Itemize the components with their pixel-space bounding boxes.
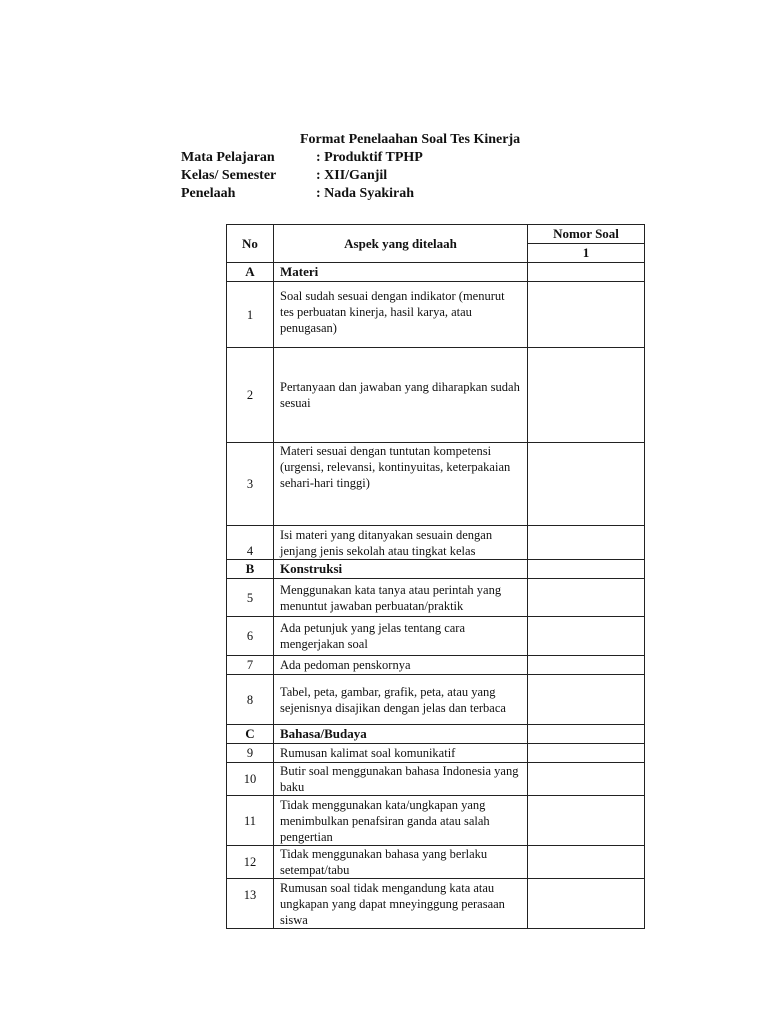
row-aspect: Rumusan soal tidak mengandung kata atau ungkapan yang dapat mneyinggung perasaan siswa bbox=[274, 879, 528, 929]
meta-label: Kelas/ Semester bbox=[181, 168, 277, 183]
document-title: Format Penelaahan Soal Tes Kinerja bbox=[300, 132, 521, 147]
row-aspect: Tidak menggunakan bahasa yang berlaku setempat/tabu bbox=[274, 846, 528, 879]
section-name: Bahasa/Budaya bbox=[274, 725, 528, 744]
score-cell[interactable] bbox=[528, 579, 645, 617]
score-cell[interactable] bbox=[528, 846, 645, 879]
row-number: 2 bbox=[227, 348, 274, 443]
row-aspect: Tidak menggunakan kata/ungkapan yang menimbulkan penafsiran ganda atau salah pengertian bbox=[274, 796, 528, 846]
row-number: 5 bbox=[227, 579, 274, 617]
row-number: 10 bbox=[227, 763, 274, 796]
row-aspect: Tabel, peta, gambar, grafik, peta, atau yang sejenisnya disajikan dengan jelas dan terbaca bbox=[274, 675, 528, 725]
meta-reviewer bbox=[181, 186, 414, 202]
score-cell[interactable] bbox=[528, 526, 645, 560]
row-number: 12 bbox=[227, 846, 274, 879]
section-letter: A bbox=[227, 263, 274, 282]
row-number: 13 bbox=[227, 879, 274, 929]
score-cell[interactable] bbox=[528, 656, 645, 675]
section-letter: C bbox=[227, 725, 274, 744]
score-cell[interactable] bbox=[528, 675, 645, 725]
meta-subject bbox=[181, 150, 423, 166]
row-number: 9 bbox=[227, 744, 274, 763]
row-aspect: Isi materi yang ditanyakan sesuain dengan jenjang jenis sekolah atau tingkat kelas bbox=[274, 526, 528, 560]
section-name: Konstruksi bbox=[274, 560, 528, 579]
row-aspect: Soal sudah sesuai dengan indikator (menurut tes perbuatan kinerja, hasil karya, atau penugasan) bbox=[274, 282, 528, 348]
meta-value: : XII/Ganjil bbox=[316, 168, 388, 183]
section-name: Materi bbox=[274, 263, 528, 282]
score-cell[interactable] bbox=[528, 263, 645, 282]
row-number: 4 bbox=[227, 526, 274, 560]
header-soal-number: 1 bbox=[528, 244, 645, 263]
row-aspect: Butir soal menggunakan bahasa Indonesia yang baku bbox=[274, 763, 528, 796]
meta-label: Penelaah bbox=[181, 186, 236, 201]
row-number: 3 bbox=[227, 443, 274, 526]
review-table bbox=[226, 224, 645, 929]
score-cell[interactable] bbox=[528, 725, 645, 744]
score-cell[interactable] bbox=[528, 282, 645, 348]
row-aspect: Pertanyaan dan jawaban yang diharapkan sudah sesuai bbox=[274, 348, 528, 443]
score-cell[interactable] bbox=[528, 348, 645, 443]
row-aspect: Rumusan kalimat soal komunikatif bbox=[274, 744, 528, 763]
meta-value: : Nada Syakirah bbox=[316, 186, 415, 201]
score-cell[interactable] bbox=[528, 879, 645, 929]
row-number: 6 bbox=[227, 617, 274, 656]
section-letter: B bbox=[227, 560, 274, 579]
header-nomor-soal: Nomor Soal bbox=[528, 225, 645, 244]
header-no: No bbox=[227, 225, 274, 263]
row-number: 7 bbox=[227, 656, 274, 675]
header-aspek: Aspek yang ditelaah bbox=[274, 225, 528, 263]
score-cell[interactable] bbox=[528, 796, 645, 846]
row-aspect: Ada pedoman penskornya bbox=[274, 656, 528, 675]
row-number: 11 bbox=[227, 796, 274, 846]
row-aspect: Menggunakan kata tanya atau perintah yang menuntut jawaban perbuatan/praktik bbox=[274, 579, 528, 617]
row-number: 8 bbox=[227, 675, 274, 725]
score-cell[interactable] bbox=[528, 744, 645, 763]
row-aspect: Materi sesuai dengan tuntutan kompetensi (urgensi, relevansi, kontinyuitas, keterpakaian sehari-hari tinggi) bbox=[274, 443, 528, 526]
meta-value: : Produktif TPHP bbox=[316, 150, 423, 165]
meta-class-semester bbox=[181, 168, 387, 184]
score-cell[interactable] bbox=[528, 617, 645, 656]
score-cell[interactable] bbox=[528, 763, 645, 796]
meta-label: Mata Pelajaran bbox=[181, 150, 275, 165]
row-aspect: Ada petunjuk yang jelas tentang cara mengerjakan soal bbox=[274, 617, 528, 656]
row-number: 1 bbox=[227, 282, 274, 348]
score-cell[interactable] bbox=[528, 560, 645, 579]
score-cell[interactable] bbox=[528, 443, 645, 526]
